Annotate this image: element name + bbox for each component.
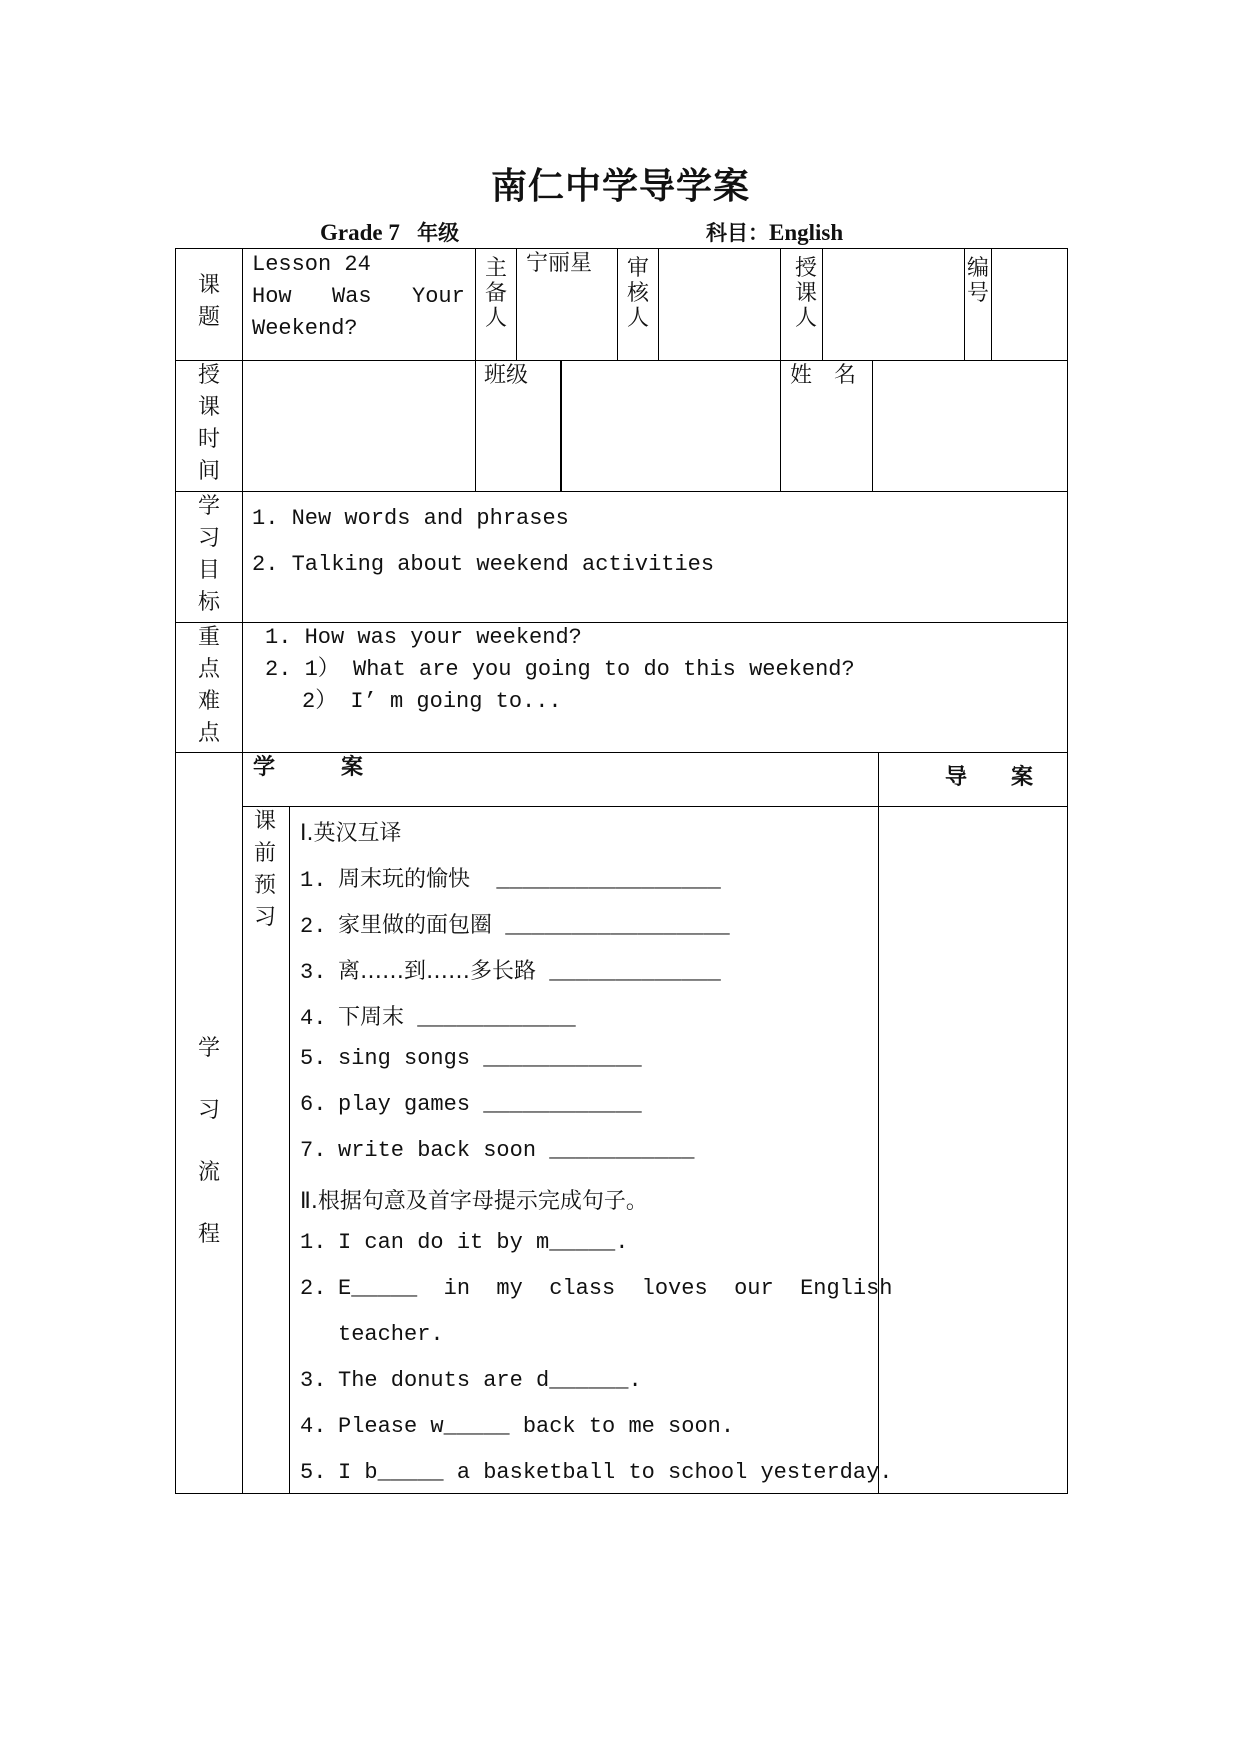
subject-key: 科目： — [706, 221, 769, 245]
reviewer-label: 审 核 人 — [626, 256, 649, 331]
list-item: 4. 下周末 ____________ — [300, 1005, 576, 1031]
list-item: teacher. — [338, 1322, 444, 1347]
key-point: 2） I’ m going to... — [302, 689, 562, 714]
preparer-name: 宁丽星 — [526, 251, 593, 276]
preview-label: 课 前 预 习 — [253, 809, 276, 930]
list-item: 3. 离……到……多长路 _____________ — [300, 959, 721, 985]
grade-en: Grade 7 — [320, 220, 400, 245]
page-title: 南仁中学导学案 — [490, 166, 750, 207]
class-label: 班级 — [484, 363, 529, 388]
preparer-label: 主 备 人 — [484, 256, 507, 331]
goal-item: 2. Talking about weekend activities — [252, 552, 715, 577]
section2-title: Ⅱ.根据句意及首字母提示完成句子。 — [300, 1189, 648, 1214]
section1-title: Ⅰ.英汉互译 — [300, 821, 402, 846]
list-item: 1. I can do it by m_____. — [300, 1230, 629, 1255]
lesson-title-end: Weekend? — [252, 316, 358, 341]
guide-header: 导 案 — [945, 765, 1034, 790]
list-item: 5. I b_____ a basketball to school yesterday. — [300, 1460, 893, 1485]
lesson-number: Lesson 24 — [252, 252, 371, 277]
key-point: 1. How was your weekend? — [265, 625, 582, 650]
time-label: 授 课 时 间 — [197, 363, 220, 484]
subject-value: English — [769, 220, 844, 245]
study-header: 学 案 — [253, 755, 364, 780]
subject-label — [706, 217, 843, 247]
list-item: 4. Please w_____ back to me soon. — [300, 1414, 735, 1439]
name-label: 姓 名 — [790, 363, 857, 388]
list-item: 2. E_____ in my class loves our English — [300, 1276, 893, 1301]
list-item: 1. 周末玩的愉快 _________________ — [300, 867, 721, 893]
goal-item: 1. New words and phrases — [252, 506, 569, 531]
topic-label: 课题 — [197, 273, 220, 330]
list-item: 5. sing songs ____________ — [300, 1046, 642, 1071]
key-point: 2. 1） What are you going to do this weekend? — [265, 657, 855, 682]
grade-zh: 年级 — [417, 221, 460, 245]
key-points-label: 重 点 难 点 — [197, 625, 220, 746]
goals-label: 学 习 目 标 — [197, 494, 220, 615]
grade-label — [320, 217, 459, 247]
teacher-label: 授 课 人 — [794, 256, 817, 331]
number-label: 编 号 — [966, 256, 989, 306]
lesson-title-line: How Was Your — [252, 284, 465, 309]
list-item: 2. 家里做的面包圈 _________________ — [300, 913, 730, 939]
list-item: 6. play games ____________ — [300, 1092, 642, 1117]
list-item: 3. The donuts are d______. — [300, 1368, 642, 1393]
process-label: 学 习 流 程 — [197, 1036, 220, 1247]
list-item: 7. write back soon ___________ — [300, 1138, 695, 1163]
